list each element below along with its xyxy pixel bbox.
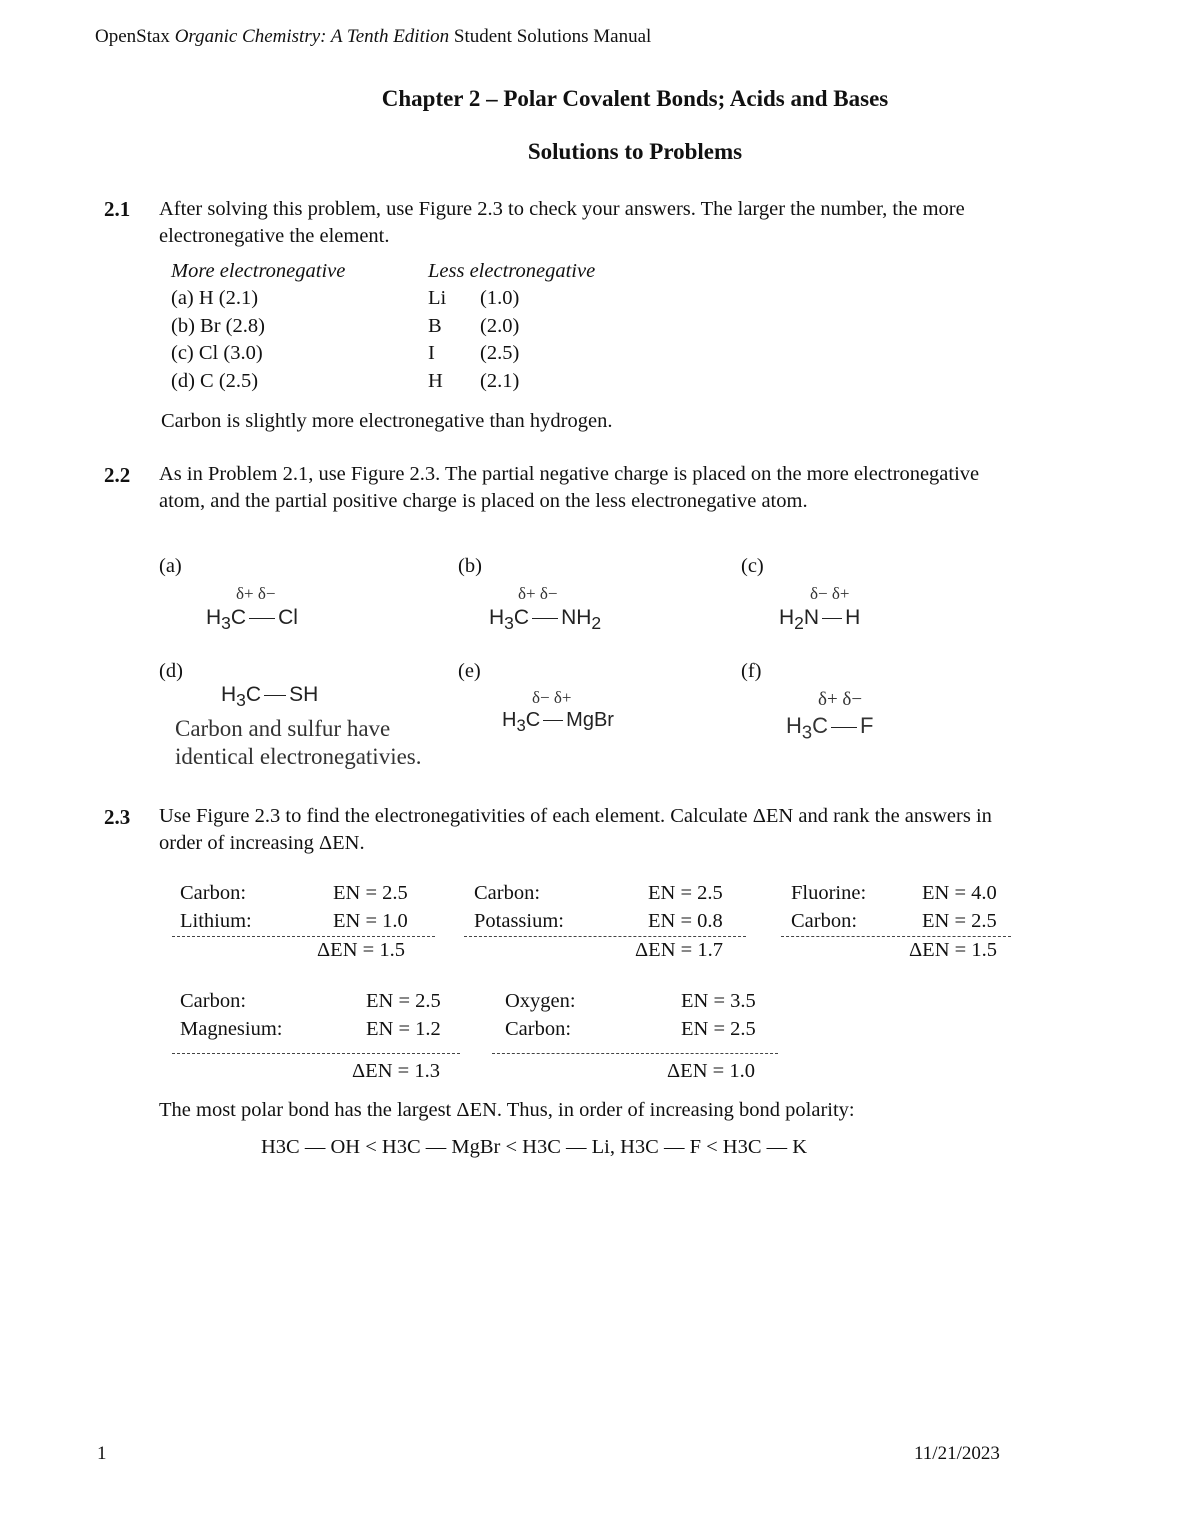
en-value: EN = 0.8 bbox=[648, 910, 723, 932]
less-en-element: B bbox=[428, 314, 442, 337]
atom: C bbox=[513, 606, 530, 629]
problem-2-1-text: After solving this problem, use Figure 2.3 to check your answers. The larger the number, the more electronegative the element. bbox=[159, 198, 965, 247]
single-bond bbox=[822, 618, 842, 619]
header-prefix: OpenStax bbox=[95, 26, 175, 47]
item-d-molecule bbox=[221, 683, 318, 711]
problem-2-2-text: As in Problem 2.1, use Figure 2.3. The partial negative charge is placed on the more electronegative atom, and the partial positive charge is placed on the less electronegative atom. bbox=[159, 463, 980, 512]
element-name: Carbon: bbox=[505, 1018, 572, 1040]
item-b-label: (b) bbox=[458, 555, 482, 577]
en-row bbox=[172, 908, 435, 936]
problem-2-1-note: Carbon is slightly more electronegative than hydrogen. bbox=[161, 410, 613, 432]
single-bond bbox=[249, 618, 275, 619]
en-row bbox=[172, 880, 435, 908]
less-en-element: I bbox=[428, 342, 435, 364]
item-c-label: (c) bbox=[741, 555, 764, 577]
en-value: EN = 3.5 bbox=[681, 990, 756, 1012]
less-en-element: H bbox=[428, 369, 443, 392]
bond-polarity-ranking: H3C — OH < H3C — MgBr < H3C — Li, H3C — F < H3C — K bbox=[261, 1136, 808, 1158]
atom: H bbox=[786, 713, 802, 738]
en-row bbox=[171, 342, 520, 370]
en-calc-block bbox=[464, 880, 746, 965]
en-row bbox=[492, 1016, 778, 1044]
en-row bbox=[781, 908, 1011, 936]
item-b-partial-charges: δ+ δ− bbox=[518, 584, 558, 603]
element-name: Fluorine: bbox=[791, 882, 867, 904]
subscript: 2 bbox=[794, 613, 804, 634]
problem-number-2-3: 2.3 bbox=[104, 805, 131, 829]
item-e-partial-charges: δ− δ+ bbox=[532, 688, 572, 707]
element-name: Carbon: bbox=[474, 882, 541, 904]
en-calc-block bbox=[781, 880, 1011, 965]
delta-row bbox=[172, 937, 435, 965]
en-calc-block bbox=[172, 880, 435, 965]
delta-row bbox=[464, 937, 746, 965]
delta-row bbox=[781, 937, 1011, 965]
item-f-label: (f) bbox=[741, 660, 762, 682]
atom: H bbox=[206, 606, 222, 629]
atom: H bbox=[502, 709, 517, 731]
atom: F bbox=[859, 713, 874, 738]
dashed-rule bbox=[492, 1053, 778, 1054]
footer-date: 11/21/2023 bbox=[914, 1443, 1000, 1464]
more-electronegative-heading: More electronegative bbox=[171, 260, 346, 282]
en-row bbox=[781, 880, 1011, 908]
atom: C bbox=[812, 713, 828, 738]
item-d-label: (d) bbox=[159, 660, 183, 682]
delta-row bbox=[492, 1058, 778, 1086]
note-line: identical electronegativies. bbox=[175, 744, 422, 769]
element-name: Carbon: bbox=[180, 882, 247, 904]
subscript: 2 bbox=[591, 613, 602, 634]
problem-number-2-2: 2.2 bbox=[104, 463, 131, 487]
single-bond bbox=[532, 618, 558, 619]
en-row bbox=[171, 287, 520, 315]
en-value: EN = 2.5 bbox=[922, 910, 997, 932]
en-value: EN = 2.5 bbox=[333, 882, 408, 904]
subscript: 3 bbox=[221, 613, 231, 634]
item-c-partial-charges: δ− δ+ bbox=[810, 584, 850, 603]
atom: H bbox=[489, 606, 505, 629]
en-calc-block bbox=[172, 988, 460, 1086]
dashed-rule bbox=[172, 1053, 460, 1054]
en-row bbox=[464, 908, 746, 936]
delta-row bbox=[172, 1058, 460, 1086]
en-value: EN = 4.0 bbox=[922, 882, 997, 904]
en-value: EN = 2.5 bbox=[366, 990, 441, 1012]
atom: C bbox=[245, 683, 262, 706]
less-electronegative-heading: Less electronegative bbox=[428, 260, 596, 282]
single-bond bbox=[264, 695, 286, 696]
delta-en-value: ΔEN = 1.5 bbox=[909, 939, 997, 961]
en-row bbox=[492, 988, 778, 1016]
atom: H bbox=[779, 606, 795, 629]
item-f-molecule bbox=[786, 713, 873, 743]
delta-en-value: ΔEN = 1.5 bbox=[317, 939, 405, 961]
single-bond bbox=[543, 720, 563, 721]
subscript: 3 bbox=[504, 613, 514, 634]
atom: C bbox=[230, 606, 247, 629]
item-f-partial-charges: δ+ δ− bbox=[818, 689, 863, 710]
problem-2-3-text: Use Figure 2.3 to find the electronegativities of each element. Calculate ΔEN and rank the answers in order of increasing ΔEN. bbox=[159, 805, 992, 854]
atom: SH bbox=[289, 683, 319, 706]
more-en-cell: (a) H (2.1) bbox=[171, 287, 259, 309]
en-row bbox=[171, 369, 520, 398]
item-e-molecule bbox=[502, 709, 614, 736]
item-b-molecule bbox=[489, 606, 601, 634]
item-a-molecule bbox=[206, 606, 298, 634]
en-value: EN = 2.5 bbox=[681, 1018, 756, 1040]
element-name: Carbon: bbox=[180, 990, 247, 1012]
delta-en-value: ΔEN = 1.7 bbox=[635, 939, 723, 961]
en-value: EN = 2.5 bbox=[648, 882, 723, 904]
atom: N bbox=[803, 606, 820, 629]
element-name: Carbon: bbox=[791, 910, 858, 932]
problem-number-2-1: 2.1 bbox=[104, 197, 131, 221]
en-row bbox=[171, 314, 520, 343]
atom: Cl bbox=[278, 606, 298, 629]
less-en-value: (2.1) bbox=[480, 369, 520, 392]
less-en-value: (1.0) bbox=[480, 287, 520, 309]
single-bond bbox=[831, 727, 857, 728]
en-value: EN = 1.2 bbox=[366, 1018, 441, 1040]
chapter-title: Chapter 2 – Polar Covalent Bonds; Acids and Bases bbox=[381, 86, 889, 111]
en-calc-block bbox=[492, 988, 778, 1086]
element-name: Magnesium: bbox=[180, 1018, 283, 1040]
less-en-value: (2.0) bbox=[480, 314, 520, 337]
en-row bbox=[172, 988, 460, 1016]
atom: C bbox=[525, 709, 541, 731]
item-d-note bbox=[175, 715, 422, 771]
less-en-value: (2.5) bbox=[480, 342, 520, 364]
delta-en-value: ΔEN = 1.0 bbox=[667, 1060, 755, 1082]
atom: NH bbox=[561, 606, 592, 629]
atom: MgBr bbox=[566, 709, 614, 731]
item-a-label: (a) bbox=[159, 555, 182, 577]
more-en-cell: (c) Cl (3.0) bbox=[171, 342, 263, 364]
subscript: 3 bbox=[236, 690, 246, 711]
more-en-cell: (b) Br (2.8) bbox=[171, 314, 265, 337]
atom: H bbox=[221, 683, 237, 706]
less-en-element: Li bbox=[428, 287, 447, 309]
section-title: Solutions to Problems bbox=[527, 139, 743, 164]
element-name: Oxygen: bbox=[505, 990, 576, 1012]
page-number: 1 bbox=[97, 1443, 107, 1464]
item-e-label: (e) bbox=[458, 660, 481, 682]
note-line: Carbon and sulfur have bbox=[175, 716, 391, 741]
element-name: Lithium: bbox=[180, 910, 252, 932]
subscript: 3 bbox=[516, 716, 526, 735]
problem-2-3-conclusion: The most polar bond has the largest ΔEN. Thus, in order of increasing bond polarity: bbox=[159, 1099, 855, 1121]
subscript: 3 bbox=[801, 721, 813, 743]
item-c-molecule bbox=[779, 606, 860, 634]
item-a-partial-charges: δ+ δ− bbox=[236, 584, 276, 603]
en-value: EN = 1.0 bbox=[333, 910, 408, 932]
en-row bbox=[172, 1016, 460, 1044]
more-en-cell: (d) C (2.5) bbox=[171, 369, 259, 392]
delta-en-value: ΔEN = 1.3 bbox=[352, 1060, 440, 1082]
en-row bbox=[464, 880, 746, 908]
atom: H bbox=[845, 606, 861, 629]
running-header bbox=[95, 26, 651, 48]
header-book-title: Organic Chemistry: A Tenth Edition bbox=[174, 26, 450, 47]
en-comparison-table bbox=[171, 287, 520, 397]
header-suffix: Student Solutions Manual bbox=[449, 26, 652, 47]
element-name: Potassium: bbox=[474, 910, 564, 932]
